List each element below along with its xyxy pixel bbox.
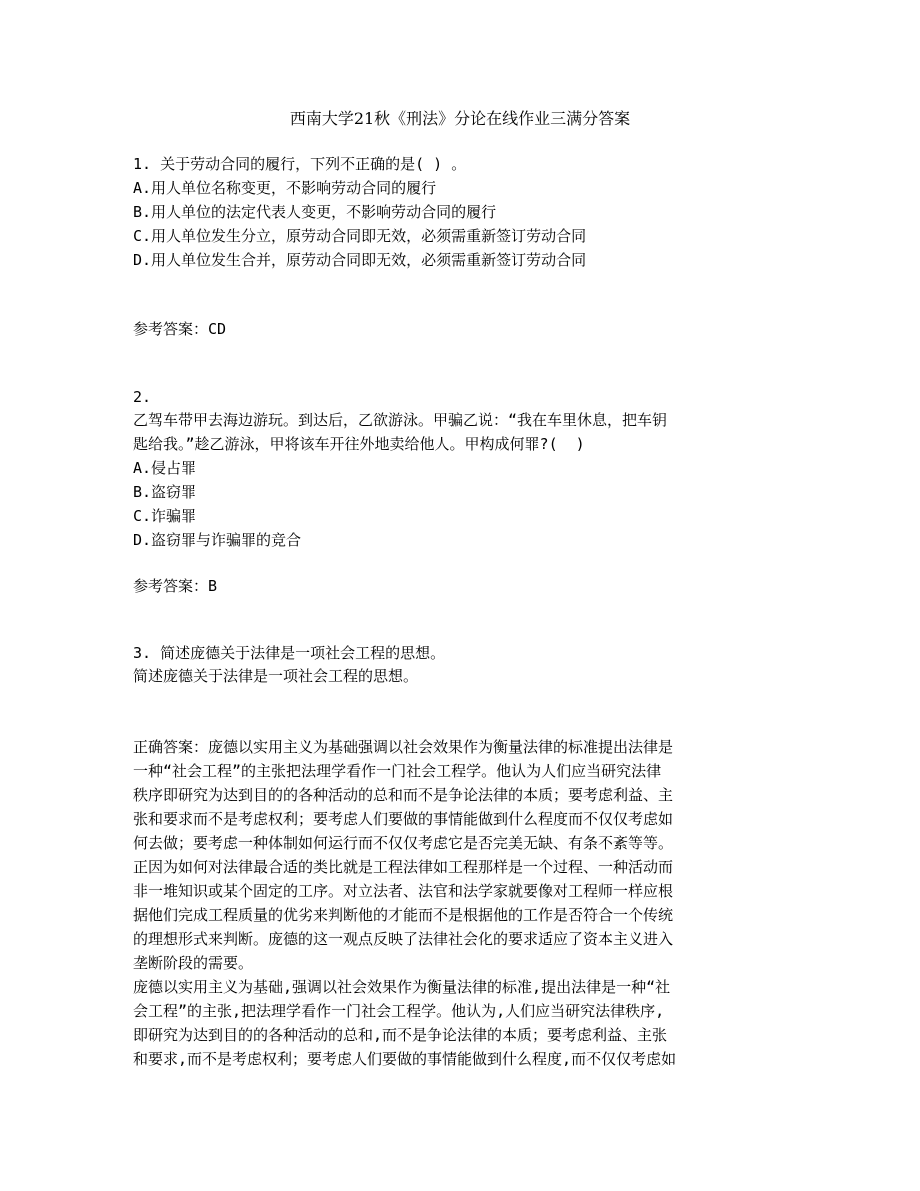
q1-option-a: A.用人单位名称变更，不影响劳动合同的履行	[133, 179, 437, 197]
q1-option-c: C.用人单位发生分立，原劳动合同即无效，必须需重新签订劳动合同	[133, 227, 587, 245]
q3-answer-line-7: 非一堆知识或某个固定的工序。对立法者、法官和法学家就要像对工程师一样应根	[133, 882, 674, 900]
q1-option-b: B.用人单位的法定代表人变更，不影响劳动合同的履行	[133, 203, 497, 221]
q3-restate: 简述庞德关于法律是一项社会工程的思想。	[133, 667, 419, 685]
q2-stem-line-1: 乙驾车带甲去海边游玩。到达后，乙欲游泳。甲骗乙说：“我在车里休息，把车钥	[133, 411, 668, 429]
q2-stem-line-2: 匙给我。”趁乙游泳，甲将该车开往外地卖给他人。甲构成何罪?( )	[133, 435, 585, 453]
document-title: 西南大学21秋《刑法》分论在线作业三满分答案	[289, 109, 631, 128]
q2-option-c: C.诈骗罪	[133, 507, 197, 525]
q3-extra-line-3: 即研究为达到目的的各种活动的总和,而不是争论法律的本质；要考虑利益、主张	[133, 1026, 668, 1044]
q3-answer-line-4: 张和要求而不是考虑权利；要考虑人们要做的事情能做到什么程度而不仅仅考虑如	[133, 810, 674, 828]
q1-stem: 1. 关于劳动合同的履行，下列不正确的是( ) 。	[133, 155, 467, 173]
q3-answer-line-10: 垄断阶段的需要。	[133, 954, 254, 972]
q1-option-d: D.用人单位发生合并，原劳动合同即无效，必须需重新签订劳动合同	[133, 251, 587, 269]
q3-stem: 3. 简述庞德关于法律是一项社会工程的思想。	[133, 644, 446, 662]
q1-answer: 参考答案：CD	[133, 320, 227, 338]
q2-answer: 参考答案：B	[133, 577, 218, 595]
q3-answer-line-8: 据他们完成工程质量的优劣来判断他的才能而不是根据他的工作是否符合一个传统	[133, 906, 674, 924]
q2-option-a: A.侵占罪	[133, 459, 197, 477]
q3-answer-line-1: 正确答案：庞德以实用主义为基础强调以社会效果作为衡量法律的标准提出法律是	[133, 738, 674, 756]
q3-extra-line-1: 庞德以实用主义为基础,强调以社会效果作为衡量法律的标准,提出法律是一种“社	[133, 978, 671, 996]
q2-option-b: B.盗窃罪	[133, 483, 197, 501]
q3-answer-line-2: 一种“社会工程”的主张把法理学看作一门社会工程学。他认为人们应当研究法律	[133, 762, 662, 780]
q3-extra-line-4: 和要求,而不是考虑权利；要考虑人们要做的事情能做到什么程度,而不仅仅考虑如	[133, 1050, 677, 1068]
q2-number: 2.	[133, 388, 152, 406]
q2-option-d: D.盗窃罪与诈骗罪的竞合	[133, 531, 302, 549]
q3-answer-line-6: 正因为如何对法律最合适的类比就是工程法律如工程那样是一个过程、一种活动而	[133, 858, 674, 876]
q3-answer-line-9: 的理想形式来判断。庞德的这一观点反映了法律社会化的要求适应了资本主义进入	[133, 930, 674, 948]
q3-extra-line-2: 会工程”的主张,把法理学看作一门社会工程学。他认为,人们应当研究法律秩序,	[133, 1002, 665, 1020]
q3-answer-line-5: 何去做；要考虑一种体制如何运行而不仅仅考虑它是否完美无缺、有条不紊等等。	[133, 834, 674, 852]
q3-answer-line-3: 秩序即研究为达到目的的各种活动的总和而不是争论法律的本质；要考虑利益、主	[133, 786, 674, 804]
